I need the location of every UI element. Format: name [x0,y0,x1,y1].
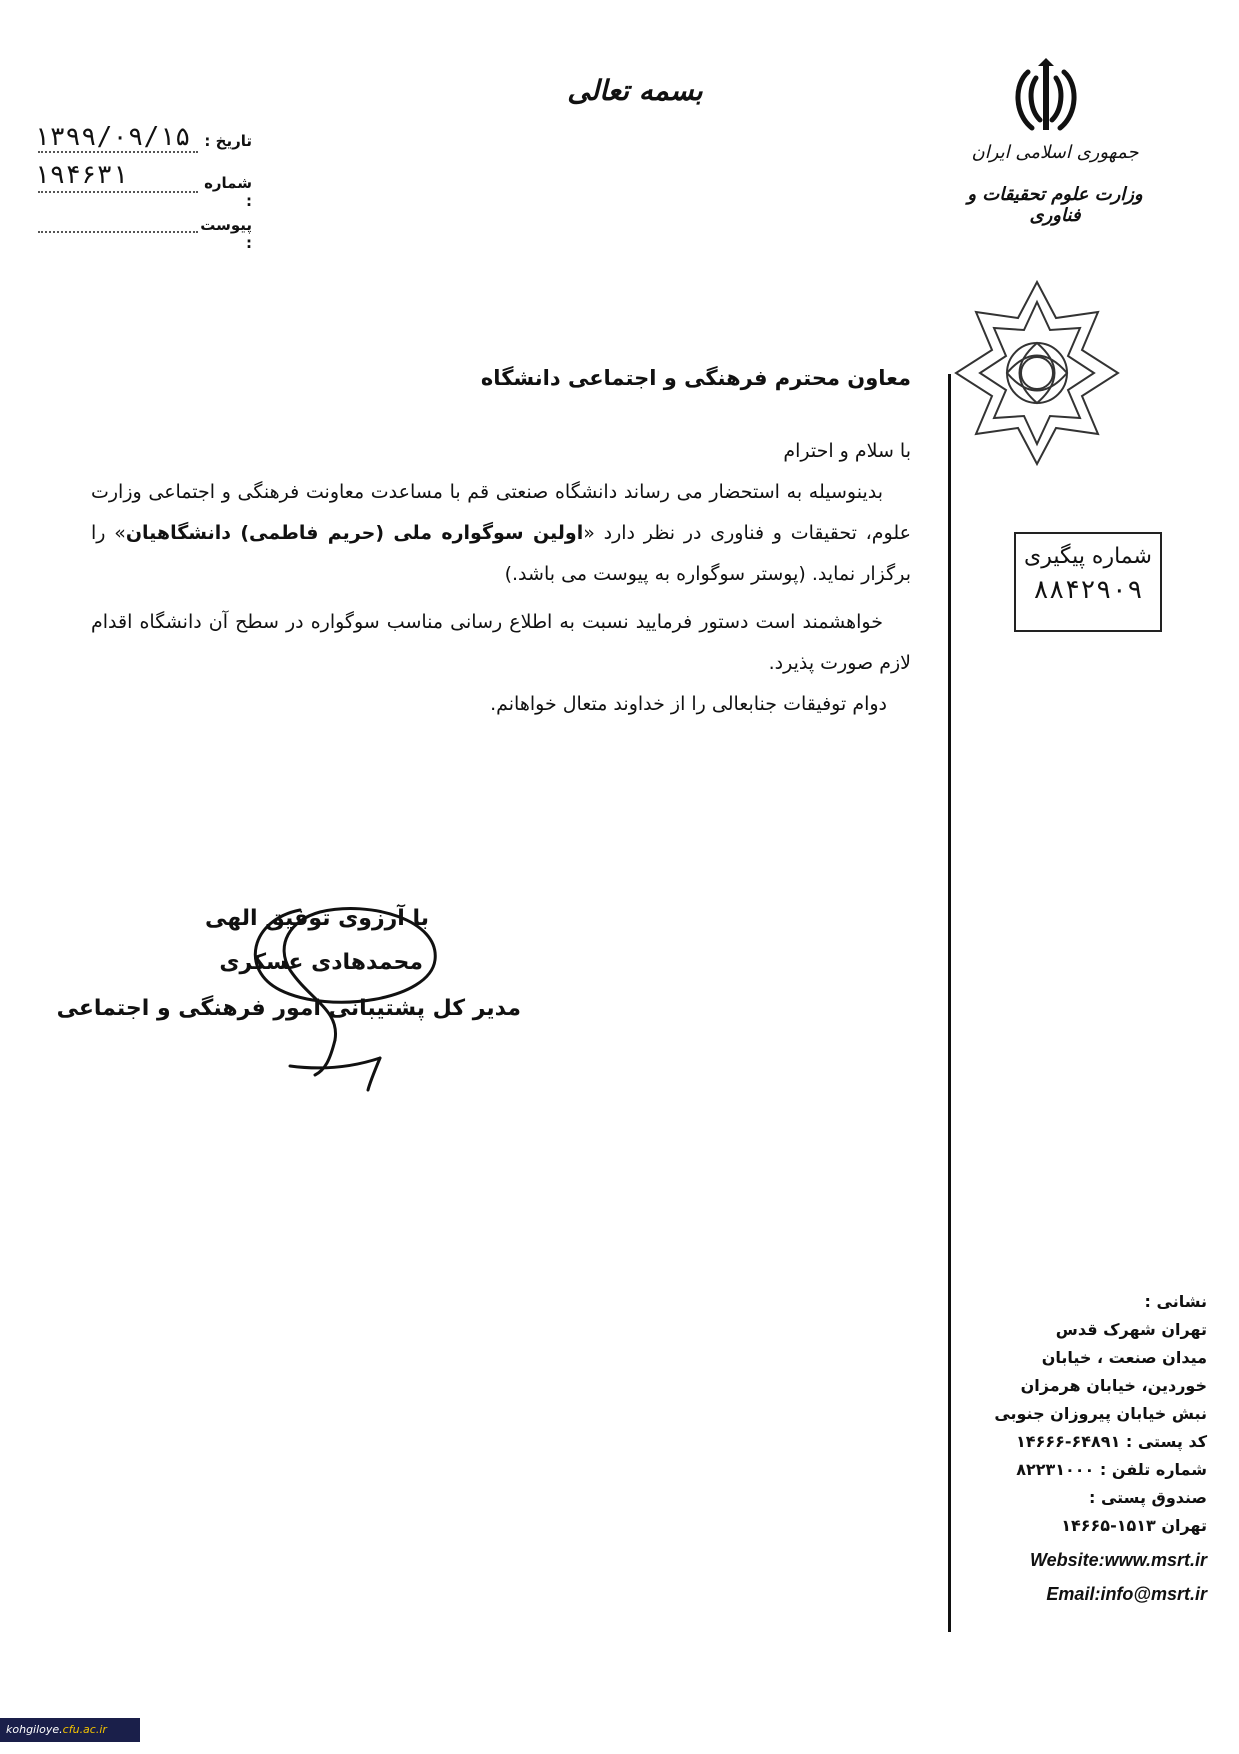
number-label: شماره : [204,174,252,210]
address-line-4: نبش خیابان پیروزان جنوبی [994,1404,1207,1423]
ministry-name: وزارت علوم تحقیقات و فناوری [967,184,1143,226]
po-box-title: صندوق پستی : [1088,1488,1207,1507]
watermark-domain: cfu.ac.ir [62,1723,107,1736]
date-underline [38,150,198,153]
attachment-label: پیوست : [200,216,252,252]
site-watermark [0,1718,140,1742]
paragraph-1-start: بدینوسیله به استحضار می رساند دانشگاه صنعتی قم با مساعدت معاونت فرهنگی و اجتماعی وزارت علوم، تحقیقات و فناوری در نظر دارد « [91,481,911,544]
watermark-prefix: kohgiloye. [6,1723,63,1736]
address-line-1: تهران شهرک قدس [1055,1320,1207,1339]
event-title: اولین سوگواره ملی (حریم فاطمی) دانشگاهیان [125,522,584,544]
addressee: معاون محترم فرهنگی و اجتماعی دانشگاه [480,366,911,390]
government-name: جمهوری اسلامی ایران [971,142,1139,163]
signer-name: محمدهادی عسکری [219,950,423,975]
tracking-label: شماره پیگیری [1024,544,1152,569]
number-underline [38,190,198,193]
signer-title: مدیر کل پشتیبانی امور فرهنگی و اجتماعی [56,996,521,1021]
closing-phrase: با آرزوی توفیق الهی [204,906,429,931]
email-link[interactable]: Email:info@msrt.ir [1046,1584,1207,1604]
paragraph-3: دوام توفیقات جنابعالی را از خداوند متعال خواهانم. [490,693,887,715]
address-line-3: خوردین، خیابان هرمزان [1020,1376,1207,1395]
tracking-box [1014,532,1162,632]
ornament-icon [952,278,1122,468]
greeting: با سلام و احترام [783,440,911,462]
phone-number: شماره تلفن : ۸۲۲۳۱۰۰۰ [1016,1460,1207,1479]
iran-emblem-icon [1008,58,1084,138]
date-label: تاریخ : [204,132,252,150]
website-link[interactable]: Website:www.msrt.ir [1029,1550,1207,1570]
postal-code: کد پستی : ۶۴۸۹۱-۱۴۶۶۶ [1016,1432,1207,1451]
address-title: نشانی : [1144,1292,1207,1311]
attachment-underline [38,230,198,233]
po-box: تهران ۱۵۱۳-۱۴۶۶۵ [1061,1516,1207,1535]
paragraph-1-end: » را برگزار نماید. (پوستر سوگواره به پیوست می باشد.) [91,522,911,585]
address-line-2: میدان صنعت ، خیابان [1041,1348,1207,1367]
date-value: ۱۳۹۹/۰۹/۱۵ [34,122,191,152]
bismillah-heading: بسمه تعالی [567,74,703,107]
number-value: ۱۹۴۶۳۱ [34,160,128,190]
vertical-divider [948,374,951,1632]
paragraph-2: خواهشمند است دستور فرمایید نسبت به اطلاع رسانی مناسب سوگواره در سطح آن دانشگاه اقدام لازم صورت پذیرد. [91,611,911,674]
paragraph-1 [91,472,911,595]
tracking-number: ۸۸۴۲۹۰۹ [1033,575,1143,605]
